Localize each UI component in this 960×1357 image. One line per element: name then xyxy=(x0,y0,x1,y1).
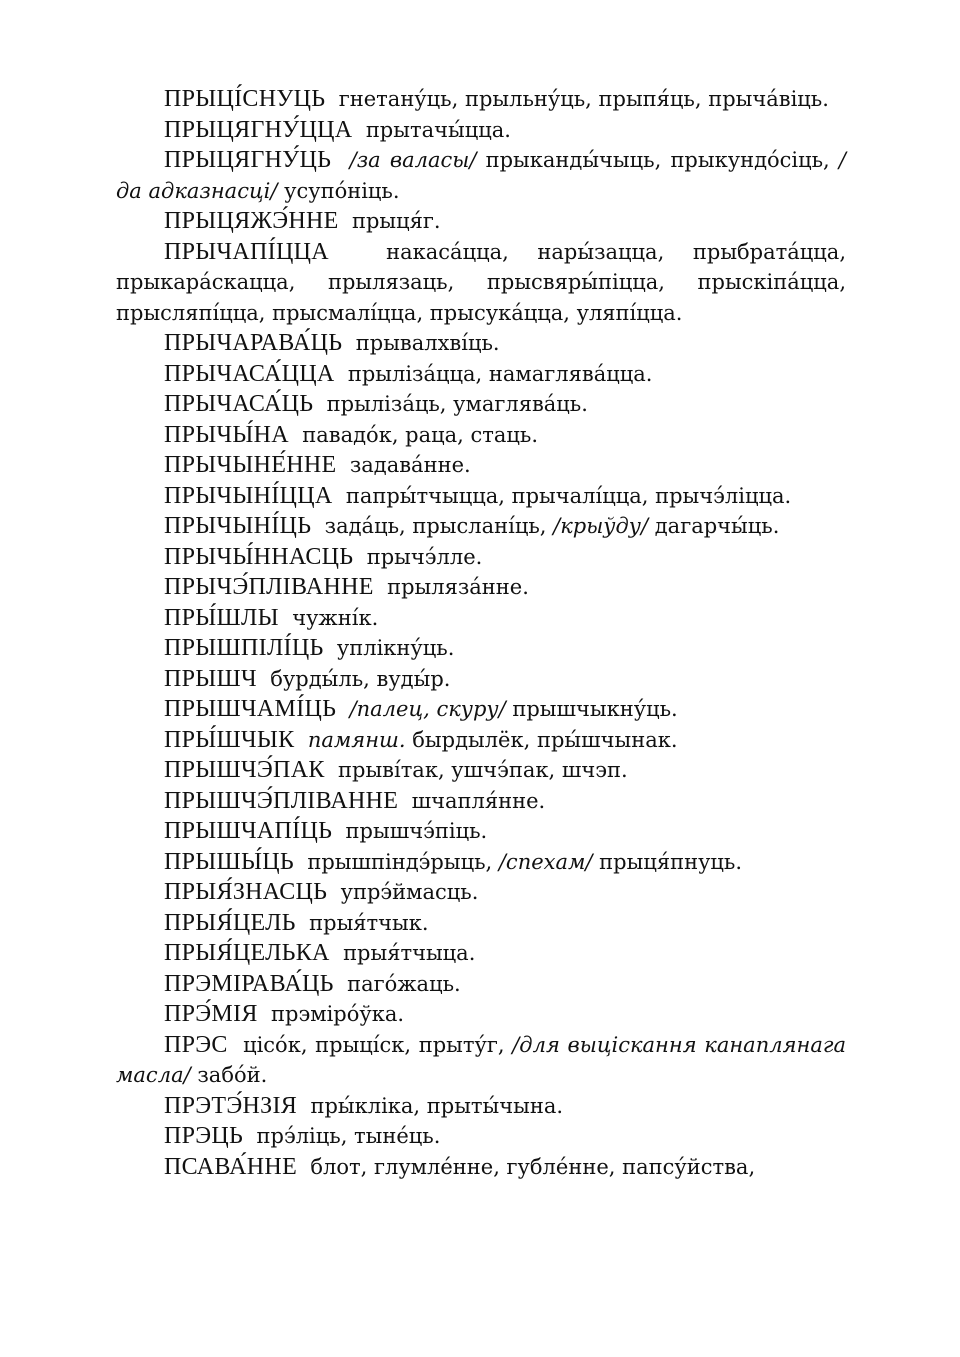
entry-headword: ПРЫШЧ xyxy=(164,665,257,692)
entry-headword: ПРЭ́МІЯ xyxy=(164,1001,258,1027)
dictionary-entry xyxy=(116,389,846,420)
dictionary-entry xyxy=(116,572,846,603)
entry-usage-note: /крыўду/ xyxy=(553,514,649,538)
entry-synonyms: накаса́цца, нары́зацца, прыбрата́цца, прыкара́скацца, прылязаць, прысвяры́піцца, прыскіпа́цца, прысляпі́цца, прысмалі́цца, прысука́цца, уляпі́цца. xyxy=(116,239,846,325)
entry-synonyms: уплікну́ць. xyxy=(336,636,455,660)
entry-headword: ПРЭТЭ́НЗІЯ xyxy=(164,1092,298,1119)
entry-synonyms: шчапля́нне. xyxy=(411,788,546,813)
entry-synonyms: прэміро́ўка. xyxy=(271,1002,405,1026)
entry-synonyms: гнетану́ць, прыльну́ць, прыпя́ць, прыча́віць. xyxy=(338,87,829,111)
entry-synonyms: зада́ць, прыслані́ць, xyxy=(324,514,554,538)
entry-headword: ПРЫЦЯГНУ́ЦЦА xyxy=(164,116,353,143)
dictionary-entry xyxy=(116,542,846,573)
entry-synonyms: папры́тчыцца, прычалі́цца, прычэ́ліцца. xyxy=(345,483,792,508)
entry-synonyms: прыя́тчыца. xyxy=(343,941,476,965)
entry-synonyms: задава́нне. xyxy=(349,453,471,477)
entry-headword: ПРЫ́ШЧЫК xyxy=(164,726,295,753)
entry-synonyms: прыя́тчык. xyxy=(309,910,429,935)
entry-headword: ПРЫЧЭ́ПЛІВАННЕ xyxy=(164,574,374,600)
dictionary-page xyxy=(116,84,846,1182)
entry-headword: ПРЫЯ́ЦЕЛЬ xyxy=(164,909,296,936)
entry-synonyms: паго́жаць. xyxy=(347,971,461,996)
entry-headword: ПРЭС xyxy=(164,1031,228,1058)
dictionary-entry xyxy=(116,84,846,115)
dictionary-entry xyxy=(116,816,846,847)
dictionary-entry xyxy=(116,969,846,1000)
entry-headword: ПРЫЯ́ЗНАСЦЬ xyxy=(164,879,328,905)
entry-headword: ПРЫЧЫ́ННАСЦЬ xyxy=(164,543,354,570)
dictionary-entry xyxy=(116,511,846,542)
entry-synonyms: дагарчы́ць. xyxy=(648,514,780,538)
dictionary-entry xyxy=(116,359,846,390)
entry-headword: ПРЫЧЫНІ́ЦЦА xyxy=(164,482,333,509)
dictionary-entry xyxy=(116,938,846,969)
dictionary-entry xyxy=(116,999,846,1030)
entry-synonyms: чужні́к. xyxy=(292,605,379,630)
entry-headword: ПРЫЦЯГНУ́ЦЬ xyxy=(164,147,332,173)
entry-headword: ПРЫЧАСА́ЦЬ xyxy=(164,391,314,417)
entry-headword: ПРЫЦЯЖЭ́ННЕ xyxy=(164,208,339,234)
entry-synonyms: прыканды́чыць, прыкундо́сіць, xyxy=(476,148,839,172)
dictionary-entry xyxy=(116,786,846,817)
entry-synonyms: прыця́г. xyxy=(351,209,441,233)
dictionary-entry xyxy=(116,450,846,481)
entry-synonyms: упрэ́ймасць. xyxy=(340,880,479,904)
entry-headword: ПРЭЦЬ xyxy=(164,1123,244,1149)
entry-synonyms: прылiза́цца, намаглява́цца. xyxy=(347,361,653,386)
entry-usage-note: памянш. xyxy=(307,727,406,752)
dictionary-entry xyxy=(116,877,846,908)
entry-usage-note: /спехам/ xyxy=(498,849,593,874)
dictionary-entry xyxy=(116,145,846,206)
dictionary-entry xyxy=(116,755,846,786)
entry-synonyms: цісо́к, прыці́ск, прыту́г, xyxy=(243,1032,513,1057)
entry-synonyms: прывалхві́ць. xyxy=(355,331,500,355)
dictionary-entry xyxy=(116,237,846,329)
dictionary-entry xyxy=(116,420,846,451)
dictionary-entry xyxy=(116,633,846,664)
dictionary-entry xyxy=(116,847,846,878)
entry-synonyms: усупо́ніць. xyxy=(277,178,400,203)
entry-headword: ПРЫШПІЛІ́ЦЬ xyxy=(164,635,324,661)
entry-headword: ПРЫШЫ́ЦЬ xyxy=(164,848,294,875)
entry-usage-note: /для выціскання канаплянага масла/ xyxy=(116,1032,846,1087)
entry-usage-note: /за валасы/ xyxy=(349,148,477,172)
entry-headword: ПРЫЧЫНІ́ЦЬ xyxy=(164,513,312,539)
entry-synonyms: пры́кліка, прыты́чына. xyxy=(310,1093,564,1118)
entry-headword: ПРЫ́ШЛЫ xyxy=(164,604,279,631)
entry-synonyms: бырдылёк, пры́шчынак. xyxy=(405,727,678,752)
entry-headword: ПРЫШЧАПІ́ЦЬ xyxy=(164,818,333,844)
entry-synonyms: прыляза́нне. xyxy=(387,575,529,599)
dictionary-entry xyxy=(116,115,846,146)
entry-usage-note: /палец, скуру/ xyxy=(349,697,506,721)
entry-synonyms: прыця́пнуць. xyxy=(592,849,743,874)
entry-headword: ПРЫШЧЭ́ПЛІВАННЕ xyxy=(164,787,399,814)
entry-headword: ПРЫШЧЭ́ПАК xyxy=(164,757,325,783)
entry-headword: ПРЫЧЫНЕ́ННЕ xyxy=(164,452,337,478)
dictionary-entry xyxy=(116,481,846,512)
dictionary-entry xyxy=(116,603,846,634)
dictionary-entry xyxy=(116,328,846,359)
entry-synonyms: прышпіндэ́рыць, xyxy=(307,849,499,874)
entry-synonyms: прышчэ́піць. xyxy=(345,819,488,843)
entry-synonyms: павадо́к, раца, стаць. xyxy=(302,422,539,447)
dictionary-entry xyxy=(116,1030,846,1091)
dictionary-entry xyxy=(116,725,846,756)
entry-headword: ПРЫЧАПІ́ЦЦА xyxy=(164,238,329,265)
entry-usage-note: /да адказнасці/ xyxy=(116,148,846,203)
entry-synonyms: прыві́так, ушчэ́пак, шчэп. xyxy=(338,758,628,782)
entry-synonyms: блот, глумле́нне, губле́нне, папсу́йства, xyxy=(310,1154,756,1179)
entry-headword: ПРЫЧАРАВА́ЦЬ xyxy=(164,330,343,356)
entry-synonyms: прылiза́ць, умаглява́ць. xyxy=(326,392,588,416)
entry-headword: ПРЫЦІ́СНУЦЬ xyxy=(164,86,326,112)
entry-synonyms: прышчыкну́ць. xyxy=(505,697,678,721)
entry-headword: ПРЫШЧАМІ́ЦЬ xyxy=(164,696,337,722)
dictionary-entry xyxy=(116,908,846,939)
entry-synonyms: бурды́ль, вуды́р. xyxy=(270,666,451,691)
entry-headword: ПРЭМІРАВА́ЦЬ xyxy=(164,970,334,997)
entry-synonyms: прытачы́цца. xyxy=(365,117,511,142)
dictionary-entry xyxy=(116,1091,846,1122)
entry-headword: ПРЫЧАСА́ЦЦА xyxy=(164,360,335,387)
dictionary-entry xyxy=(116,1152,846,1183)
entry-headword: ПРЫЧЫ́НА xyxy=(164,421,289,448)
dictionary-entry xyxy=(116,206,846,237)
dictionary-entry xyxy=(116,664,846,695)
entry-synonyms: забо́й. xyxy=(190,1063,268,1087)
dictionary-entry xyxy=(116,1121,846,1152)
dictionary-entry xyxy=(116,694,846,725)
entry-headword: ПРЫЯ́ЦЕЛЬКА xyxy=(164,940,330,966)
entry-headword: ПСАВА́ННЕ xyxy=(164,1153,298,1180)
entry-synonyms: прэ́ліць, тыне́ць. xyxy=(256,1124,441,1148)
entry-synonyms: прычэ́лле. xyxy=(366,544,483,569)
